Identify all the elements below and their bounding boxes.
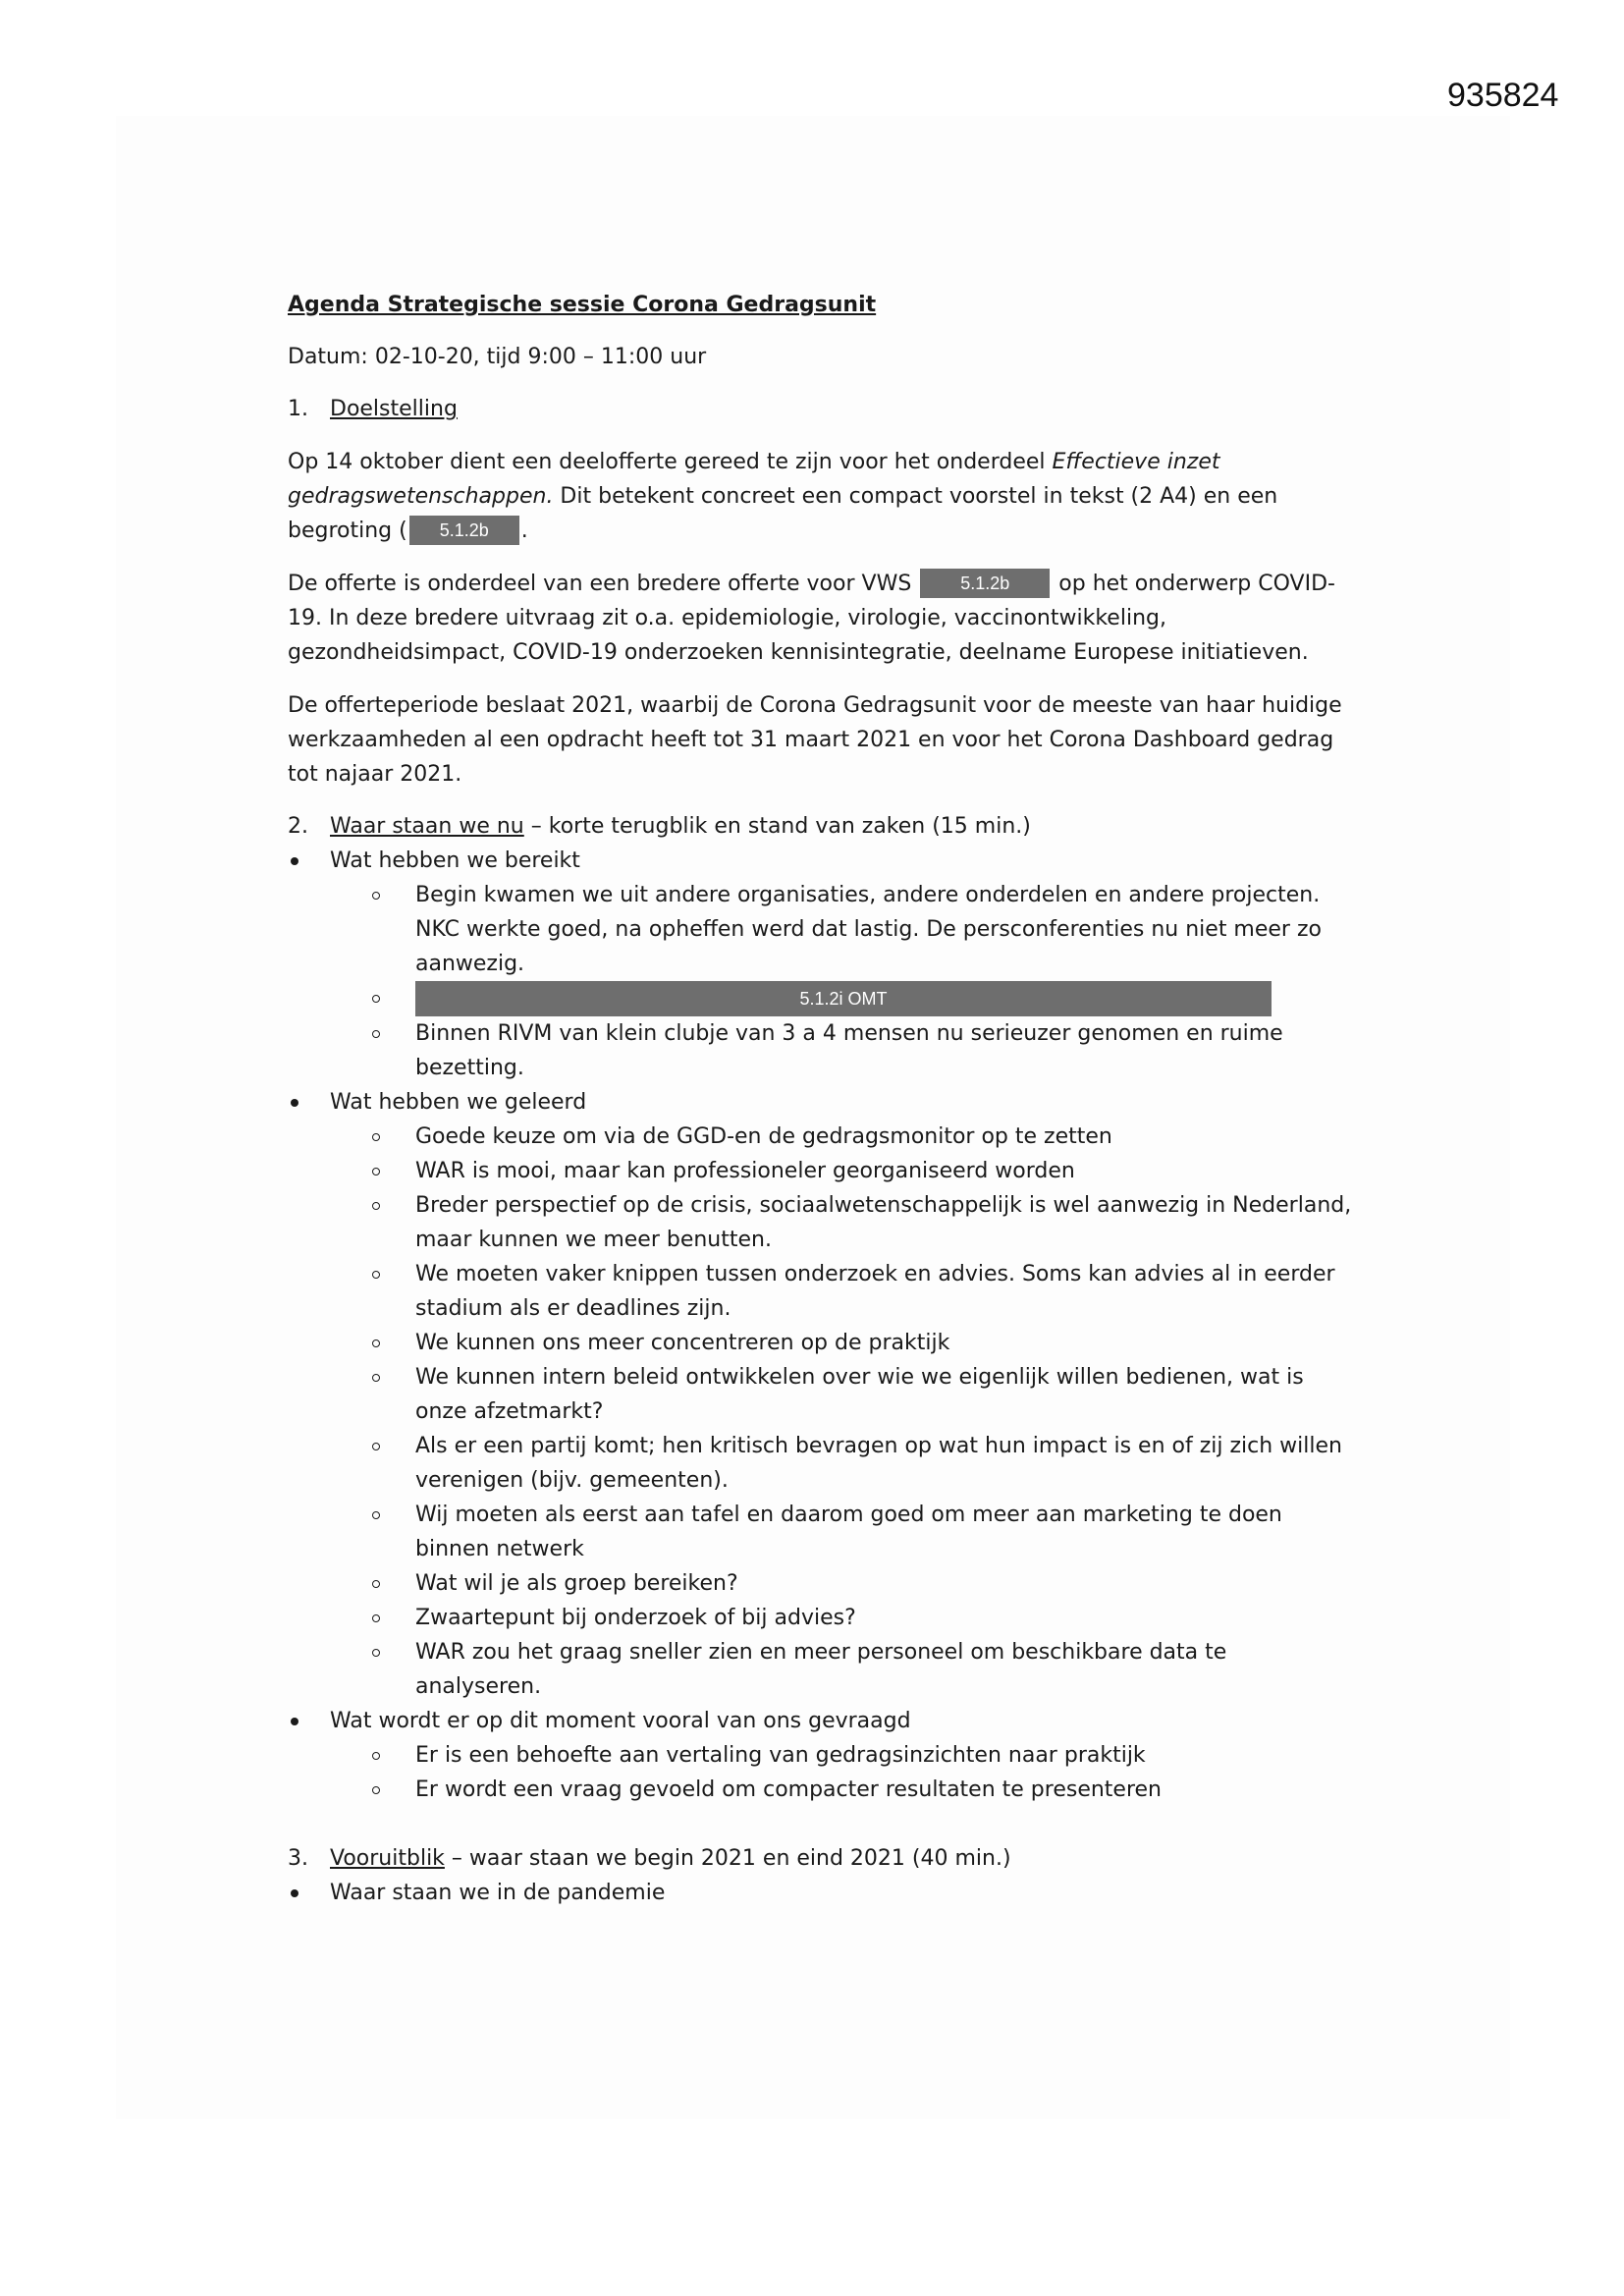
bullet-icon <box>291 1889 298 1897</box>
text-run: De offerte is onderdeel van een bredere offerte voor VWS <box>288 572 919 596</box>
section-subtitle: – waar staan we begin 2021 en eind 2021 (40 min.) <box>444 1846 1011 1871</box>
sub-item-text: Binnen RIVM van klein clubje van 3 a 4 mensen nu serieuzer genomen en ruime bezetting. <box>415 1021 1283 1080</box>
period-paragraph: De offerteperiode beslaat 2021, waarbij de Corona Gedragsunit voor de meeste van haar huidige werkzaamheden al een opdracht heeft tot 31 maart 2021 en voor het Corona Dashboard gedrag tot najaar 2021. <box>288 693 1342 787</box>
list-item <box>288 844 1358 878</box>
circle-bullet-icon <box>372 1443 380 1450</box>
circle-bullet-icon <box>372 1511 380 1519</box>
circle-bullet-icon <box>372 1614 380 1622</box>
list-item <box>288 1085 1358 1120</box>
circle-bullet-icon <box>372 1271 380 1279</box>
sub-list-item <box>288 1257 1358 1326</box>
sub-list-item <box>288 1360 1358 1429</box>
bullet-label: Wat hebben we bereikt <box>330 848 580 873</box>
section-2-heading <box>288 809 1358 844</box>
circle-bullet-icon <box>372 1752 380 1760</box>
sub-item-text: Goede keuze om via de GGD-en de gedragsmonitor op te zetten <box>415 1124 1112 1149</box>
sub-list-item <box>288 1773 1358 1807</box>
text-run: . <box>520 519 528 543</box>
circle-bullet-icon <box>372 1133 380 1141</box>
sub-list-item <box>288 878 1358 981</box>
sub-item-text: WAR is mooi, maar kan professioneler georganiseerd worden <box>415 1159 1075 1183</box>
text-run: Dit betekent concreet een compact voorstel in tekst (2 A4) en een begroting ( <box>288 484 1278 543</box>
redaction-box: 5.1.2i OMT <box>415 981 1272 1016</box>
sub-list-item <box>288 1120 1358 1154</box>
circle-bullet-icon <box>372 1168 380 1175</box>
page-title: Agenda Strategische sessie Corona Gedragsunit <box>288 293 877 317</box>
sub-list-item <box>288 1326 1358 1360</box>
section-number: 1. <box>288 397 308 421</box>
bullet-icon <box>291 857 298 865</box>
sub-item-text: Wat wil je als groep bereiken? <box>415 1571 738 1596</box>
sub-item-text: Zwaartepunt bij onderzoek of bij advies? <box>415 1606 856 1630</box>
bullet-icon <box>291 1718 298 1725</box>
section-number: 2. <box>288 814 308 839</box>
sub-list-item <box>288 981 1358 1016</box>
sub-list-item <box>288 1016 1358 1085</box>
redaction-box: 5.1.2b <box>920 569 1050 598</box>
sub-list-item <box>288 1498 1358 1566</box>
section-title: Doelstelling <box>330 397 458 421</box>
sub-item-text: Als er een partij komt; hen kritisch bevragen op wat hun impact is en of zij zich willen verenigen (bijv. gemeenten). <box>415 1434 1342 1493</box>
sub-list-item <box>288 1154 1358 1188</box>
text-run: op het onderwerp COVID-19. In deze bredere uitvraag zit o.a. epidemiologie, virologie, vaccinontwikkeling, gezondheidsimpact, COVID-19 onderzoeken kennisintegratie, deelname Europese initiatieven. <box>288 572 1335 665</box>
section-1-heading <box>288 392 1358 426</box>
document-body <box>288 288 1358 1910</box>
document-id: 935824 <box>1447 77 1559 114</box>
bullet-icon <box>291 1099 298 1107</box>
sub-item-text: Er is een behoefte aan vertaling van gedragsinzichten naar praktijk <box>415 1743 1146 1768</box>
circle-bullet-icon <box>372 995 380 1003</box>
list-item <box>288 1876 1358 1910</box>
sub-item-text: WAR zou het graag sneller zien en meer personeel om beschikbare data te analyseren. <box>415 1640 1227 1699</box>
sub-item-text: We kunnen intern beleid ontwikkelen over wie we eigenlijk willen bedienen, wat is onze afzetmarkt? <box>415 1365 1304 1424</box>
redaction-box: 5.1.2b <box>409 516 519 545</box>
sub-item-text: We kunnen ons meer concentreren op de praktijk <box>415 1331 950 1355</box>
sub-list-item <box>288 1635 1358 1704</box>
section-title: Vooruitblik <box>330 1846 445 1871</box>
text-run: Op 14 oktober dient een deelofferte gereed te zijn voor het onderdeel <box>288 450 1053 474</box>
list-item <box>288 1704 1358 1738</box>
sub-item-text: We moeten vaker knippen tussen onderzoek en advies. Soms kan advies al in eerder stadium als er deadlines zijn. <box>415 1262 1335 1321</box>
sub-list-item <box>288 1566 1358 1601</box>
sub-list-item <box>288 1188 1358 1257</box>
section-number: 3. <box>288 1846 308 1871</box>
sub-item-text: Begin kwamen we uit andere organisaties, andere onderdelen en andere projecten. NKC werkte goed, na opheffen werd dat lastig. De persconferenties nu niet meer zo aanwezig. <box>415 883 1322 976</box>
section-3-heading <box>288 1841 1358 1876</box>
sub-list-item <box>288 1738 1358 1773</box>
offer-paragraph <box>288 567 1358 670</box>
sub-item-text: Er wordt een vraag gevoeld om compacter resultaten te presenteren <box>415 1777 1162 1802</box>
italic-text: Effectieve inzet gedragswetenschappen. <box>288 450 1220 509</box>
bullet-label: Waar staan we in de pandemie <box>330 1881 666 1905</box>
circle-bullet-icon <box>372 1374 380 1382</box>
circle-bullet-icon <box>372 1649 380 1657</box>
sub-list-item <box>288 1429 1358 1498</box>
bullet-label: Wat hebben we geleerd <box>330 1090 587 1115</box>
section-title: Waar staan we nu <box>330 814 524 839</box>
objective-paragraph <box>288 445 1358 548</box>
bullet-label: Wat wordt er op dit moment vooral van ons gevraagd <box>330 1709 911 1733</box>
circle-bullet-icon <box>372 1202 380 1210</box>
circle-bullet-icon <box>372 1339 380 1347</box>
meeting-date: Datum: 02-10-20, tijd 9:00 – 11:00 uur <box>288 345 707 369</box>
sub-item-text: Wij moeten als eerst aan tafel en daarom goed om meer aan marketing te doen binnen netwerk <box>415 1503 1282 1561</box>
section-subtitle: – korte terugblik en stand van zaken (15 min.) <box>523 814 1031 839</box>
circle-bullet-icon <box>372 892 380 900</box>
circle-bullet-icon <box>372 1786 380 1794</box>
circle-bullet-icon <box>372 1580 380 1588</box>
circle-bullet-icon <box>372 1030 380 1038</box>
sub-list-item <box>288 1601 1358 1635</box>
sub-item-text: Breder perspectief op de crisis, sociaalwetenschappelijk is wel aanwezig in Nederland, maar kunnen we meer benutten. <box>415 1193 1352 1252</box>
